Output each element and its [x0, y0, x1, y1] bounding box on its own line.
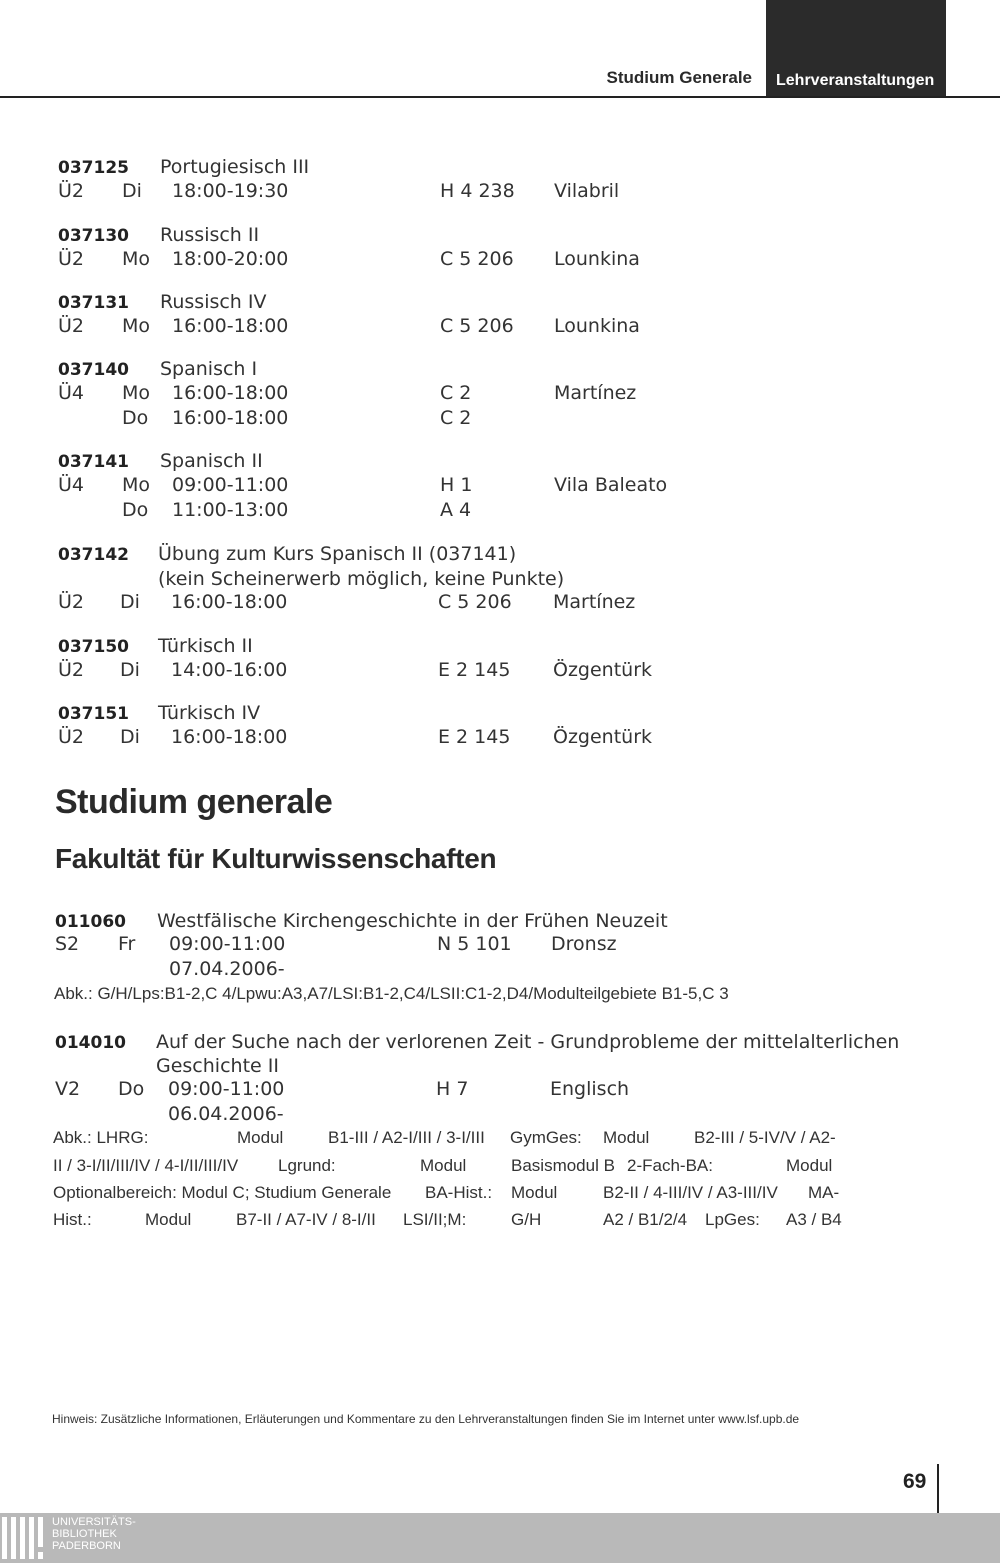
course-number: 037151	[58, 704, 129, 724]
course-time: 09:00-11:00	[168, 1078, 285, 1100]
abk-text: MA-	[808, 1183, 840, 1202]
course-day: Di	[120, 726, 140, 748]
abk-text: G/H	[511, 1210, 542, 1229]
course-title: Auf der Suche nach der verlorenen Zeit - Grundprobleme der mittelalterlichen	[156, 1031, 900, 1053]
abk-text: Optionalbereich: Modul C; Studium Generale	[53, 1183, 392, 1202]
course-room: N 5 101	[437, 933, 512, 955]
course-number: 037130	[58, 226, 129, 246]
course-title: Russisch II	[160, 224, 260, 246]
course-room: H 4 238	[440, 180, 515, 202]
course-time: 16:00-18:00	[171, 591, 288, 613]
abk-text: B7-II / A7-IV / 8-I/II	[236, 1210, 376, 1229]
library-name-line: BIBLIOTHEK	[52, 1528, 117, 1540]
course-time: 16:00-18:00	[172, 315, 289, 337]
course-number: 037131	[58, 293, 129, 313]
abk-text: A2 / B1/2/4	[603, 1210, 688, 1229]
abk-text: Modul	[511, 1183, 558, 1202]
library-name-line: PADERBORN	[52, 1540, 121, 1552]
course-time: 14:00-16:00	[171, 659, 288, 681]
course-time: 09:00-11:00	[172, 474, 289, 496]
header-tab-label: Lehrveranstaltungen	[776, 72, 935, 89]
abk-text: Modul	[237, 1128, 284, 1147]
header-section-title: Studium Generale	[606, 68, 752, 87]
course-day-2: Do	[122, 407, 149, 429]
course-title: Spanisch II	[160, 450, 263, 472]
abk-text: B1-III / A2-I/III / 3-I/III	[328, 1128, 485, 1147]
course-number: 037125	[58, 158, 129, 178]
course-room: C 5 206	[440, 315, 514, 337]
header-rule	[0, 96, 1000, 98]
course-lecturer: Dronsz	[551, 933, 617, 955]
course-room-2: C 2	[440, 407, 472, 429]
course-title: Spanisch I	[160, 358, 258, 380]
course-number: 011060	[55, 912, 126, 932]
course-day-2: Do	[122, 499, 149, 521]
course-room: C 5 206	[438, 591, 512, 613]
course-type: Ü2	[58, 248, 84, 270]
course-title: Türkisch IV	[158, 702, 261, 724]
course-time-2: 16:00-18:00	[172, 407, 289, 429]
faculty-heading: Fakultät für Kulturwissenschaften	[55, 843, 497, 874]
abk-text: BA-Hist.:	[425, 1183, 493, 1202]
course-date: 07.04.2006-	[169, 958, 285, 980]
course-number: 014010	[55, 1033, 126, 1053]
course-day: Mo	[122, 248, 151, 270]
library-name-line: UNIVERSITÄTS-	[52, 1516, 136, 1528]
course-lecturer: Vilabril	[554, 180, 620, 202]
course-type: S2	[55, 933, 80, 955]
abk-text: Modul	[786, 1156, 833, 1175]
course-time-2: 11:00-13:00	[172, 499, 289, 521]
abk-text: Modul	[420, 1156, 467, 1175]
abk-text: 2-Fach-BA:	[627, 1156, 713, 1175]
abk-text: LpGes:	[705, 1210, 760, 1229]
course-title: Portugiesisch III	[160, 156, 310, 178]
course-number: 037140	[58, 360, 129, 380]
course-time: 18:00-20:00	[172, 248, 289, 270]
course-day: Di	[120, 591, 140, 613]
course-day: Di	[120, 659, 140, 681]
course-room: C 5 206	[440, 248, 514, 270]
abk-text: B2-II / 4-III/IV / A3-III/IV	[603, 1183, 778, 1202]
course-title-note: (kein Scheinerwerb möglich, keine Punkte)	[158, 568, 565, 590]
course-day: Mo	[122, 315, 151, 337]
abk-text: LSI/II;M:	[403, 1210, 467, 1229]
course-title-continued: Geschichte II	[156, 1055, 279, 1077]
abk-text: Modul	[603, 1128, 650, 1147]
course-room: H 7	[436, 1078, 469, 1100]
abk-text: GymGes:	[510, 1128, 582, 1147]
course-day: Mo	[122, 382, 151, 404]
course-lecturer: Özgentürk	[553, 726, 653, 748]
course-type: Ü2	[58, 726, 84, 748]
course-time: 09:00-11:00	[169, 933, 286, 955]
course-day: Mo	[122, 474, 151, 496]
course-day: Di	[122, 180, 142, 202]
course-number: 037142	[58, 545, 129, 565]
abk-text: Abk.: LHRG:	[53, 1128, 149, 1147]
course-type: Ü2	[58, 315, 84, 337]
course-lecturer: Lounkina	[554, 248, 640, 270]
course-lecturer: Lounkina	[554, 315, 640, 337]
course-lecturer: Vila Baleato	[554, 474, 668, 496]
header-tab	[766, 0, 946, 98]
course-room-2: A 4	[440, 499, 472, 521]
course-title: Westfälische Kirchengeschichte in der Frühen Neuzeit	[157, 910, 668, 932]
library-footer	[0, 1513, 1000, 1563]
course-room: H 1	[440, 474, 473, 496]
section-heading: Studium generale	[55, 783, 333, 821]
course-type: Ü4	[58, 474, 84, 496]
page-number-rule	[937, 1464, 939, 1516]
course-number: 037150	[58, 637, 129, 657]
page-number: 69	[903, 1470, 927, 1493]
course-type: Ü2	[58, 659, 84, 681]
course-type: Ü2	[58, 591, 84, 613]
course-lecturer: Martínez	[554, 382, 637, 404]
course-number: 037141	[58, 452, 129, 472]
abk-text: Modul	[145, 1210, 192, 1229]
course-type: Ü4	[58, 382, 84, 404]
course-room: E 2 145	[438, 726, 511, 748]
abk-text: A3 / B4	[786, 1210, 842, 1229]
course-day: Do	[118, 1078, 145, 1100]
course-title: Türkisch II	[158, 635, 253, 657]
library-name	[52, 1516, 136, 1552]
course-room: E 2 145	[438, 659, 511, 681]
abk-text: II / 3-I/II/III/IV / 4-I/II/III/IV	[53, 1156, 239, 1175]
hinweis-note: Hinweis: Zusätzliche Informationen, Erläuterungen und Kommentare zu den Lehrveranstaltungen finden Sie im Internet unter www.lsf.upb.de	[52, 1412, 800, 1426]
course-day: Fr	[118, 933, 136, 955]
course-abbreviations: Abk.: G/H/Lps:B1-2,C 4/Lpwu:A3,A7/LSI:B1-2,C4/LSII:C1-2,D4/Modulteilgebiete B1-5,C 3	[54, 984, 729, 1003]
abk-text: Lgrund:	[278, 1156, 336, 1175]
course-time: 16:00-18:00	[172, 382, 289, 404]
course-type: V2	[55, 1078, 81, 1100]
abk-text: Hist.:	[53, 1210, 92, 1229]
course-title: Russisch IV	[160, 291, 267, 313]
course-date: 06.04.2006-	[168, 1103, 284, 1125]
library-logo-icon	[2, 1517, 46, 1559]
course-type: Ü2	[58, 180, 84, 202]
abk-text: B2-III / 5-IV/V / A2-	[694, 1128, 836, 1147]
abk-text: Basismodul B	[511, 1156, 615, 1175]
course-title: Übung zum Kurs Spanisch II (037141)	[158, 543, 517, 565]
course-lecturer: Martínez	[553, 591, 636, 613]
course-time: 16:00-18:00	[171, 726, 288, 748]
course-time: 18:00-19:30	[172, 180, 289, 202]
course-room: C 2	[440, 382, 472, 404]
course-lecturer: Özgentürk	[553, 659, 653, 681]
course-lecturer: Englisch	[550, 1078, 630, 1100]
